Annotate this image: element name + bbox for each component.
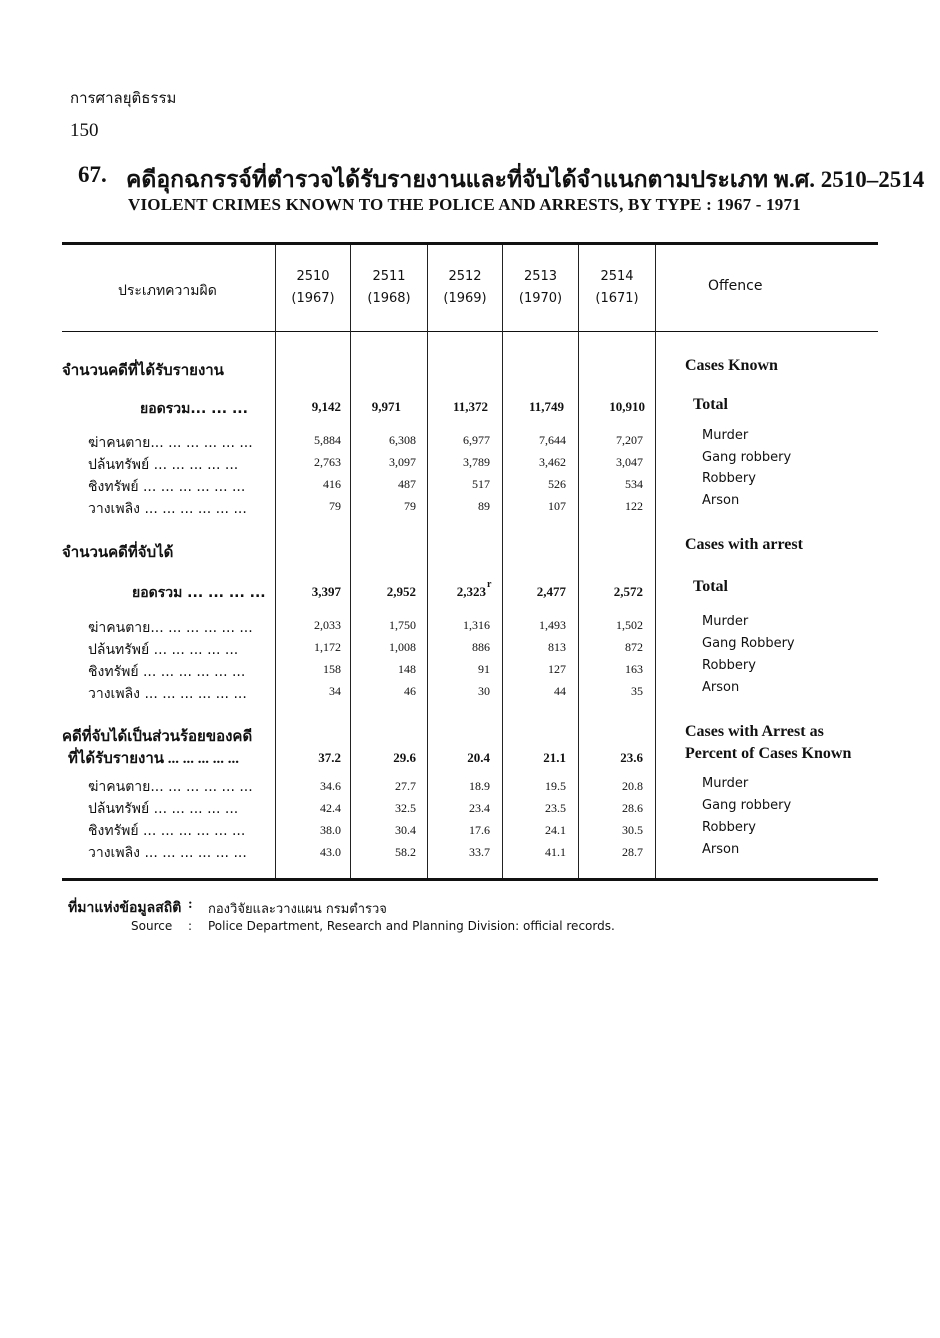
table-cell: 7,644 <box>539 433 566 447</box>
table-top-rule <box>62 242 878 245</box>
row-label-english: Gang Robbery <box>702 636 795 651</box>
table-bottom-rule <box>62 878 878 881</box>
table-cell: 2,572 <box>613 584 643 599</box>
table-cell: 6,308 <box>389 433 416 447</box>
row-label-thai: ฆ่าคนตาย... ... ... ... ... ... <box>88 435 253 451</box>
table-cell: 20.4 <box>467 750 490 765</box>
table-cell: 1,172 <box>314 640 341 654</box>
table-cell: 44 <box>554 684 566 698</box>
table-cell: 19.5 <box>545 779 566 793</box>
table-cell: 3,097 <box>389 455 416 469</box>
table-cell: 3,789 <box>463 455 490 469</box>
year-header: 2511 (1968) <box>367 269 411 306</box>
row-label-thai: วางเพลิง ... ... ... ... ... ... <box>88 501 247 517</box>
year-header: 2513 (1970) <box>518 269 563 306</box>
table-cell: 107 <box>548 499 566 513</box>
running-header: การศาลยุติธรรม <box>70 89 177 107</box>
table-cell: 38.0 <box>320 823 341 837</box>
table-cell: 43.0 <box>320 845 341 859</box>
row-label-thai: ชิงทรัพย์ ... ... ... ... ... ... <box>88 664 246 680</box>
table-cell: 11,372 <box>452 399 488 414</box>
table-cell: 2,323 <box>456 584 486 599</box>
page-number: 150 <box>70 120 99 141</box>
table-cell: 24.1 <box>545 823 566 837</box>
title-english: VIOLENT CRIMES KNOWN TO THE POLICE AND ARRESTS, BY TYPE : 1967 - 1971 <box>128 195 801 214</box>
row-label-thai: ชิงทรัพย์ ... ... ... ... ... ... <box>88 479 246 495</box>
table-cell: 37.2 <box>318 750 341 765</box>
table-cell: 91 <box>478 662 490 676</box>
row-label-thai: วางเพลิง ... ... ... ... ... ... <box>88 845 247 861</box>
table-cell: 3,047 <box>616 455 643 469</box>
column-divider <box>655 245 656 878</box>
table-cell: 526 <box>548 477 566 491</box>
total-label-english: Total <box>693 396 728 413</box>
table-cell: 23.6 <box>620 750 643 765</box>
table-cell: 79 <box>404 499 416 513</box>
section-known-english: Cases Known <box>685 357 778 374</box>
row-label-english: Robbery <box>702 820 756 835</box>
table-cell: 20.8 <box>622 779 643 793</box>
table-cell: 89 <box>478 499 490 513</box>
row-label-thai: ชิงทรัพย์ ... ... ... ... ... ... <box>88 823 246 839</box>
total-label-thai: ยอดรวม ... ... ... ... <box>132 585 266 601</box>
revision-mark: r <box>487 579 492 590</box>
table-cell: 23.5 <box>545 801 566 815</box>
row-label-english: Arson <box>702 842 740 857</box>
row-label-thai: ปล้นทรัพย์ ... ... ... ... ... <box>88 642 239 658</box>
table-cell: 127 <box>548 662 566 676</box>
table-cell: 9,971 <box>371 399 401 414</box>
header-bottom-rule <box>62 331 878 332</box>
source-text-thai: กองวิจัยและวางแผน กรมตำรวจ <box>208 902 387 917</box>
table-cell: 46 <box>404 684 416 698</box>
table-number: 67. <box>78 162 107 187</box>
row-label-thai: ปล้นทรัพย์ ... ... ... ... ... <box>88 801 239 817</box>
row-label-english: Robbery <box>702 658 756 673</box>
table-cell: 58.2 <box>395 845 416 859</box>
section-percent-english-line1: Cases with Arrest as <box>685 723 824 740</box>
row-label-thai: ฆ่าคนตาย... ... ... ... ... ... <box>88 779 253 795</box>
column-divider <box>275 245 276 878</box>
section-arrest-english: Cases with arrest <box>685 536 803 553</box>
source-separator-thai: : <box>188 897 193 912</box>
table-cell: 10,910 <box>609 399 645 414</box>
table-cell: 163 <box>625 662 643 676</box>
section-percent-english-line2: Percent of Cases Known <box>685 745 852 762</box>
table-cell: 416 <box>323 477 341 491</box>
table-cell: 30.4 <box>395 823 416 837</box>
source-label-english: Source <box>131 919 173 933</box>
row-label-english: Murder <box>702 776 749 791</box>
header-offence-thai: ประเภทความผิด <box>118 283 217 299</box>
table-cell: 23.4 <box>469 801 490 815</box>
table-cell: 1,008 <box>389 640 416 654</box>
table-cell: 158 <box>323 662 341 676</box>
row-label-english: Robbery <box>702 471 756 486</box>
table-cell: 33.7 <box>469 845 490 859</box>
table-cell: 3,462 <box>539 455 566 469</box>
table-cell: 886 <box>472 640 490 654</box>
table-cell: 2,477 <box>536 584 566 599</box>
section-percent-thai-line1: คดีที่จับได้เป็นส่วนร้อยของคดี <box>62 729 253 745</box>
year-header: 2510 (1967) <box>291 269 335 306</box>
table-cell: 1,750 <box>389 618 416 632</box>
source-label-thai: ที่มาแห่งข้อมูลสถิติ <box>68 901 182 916</box>
table-cell: 28.7 <box>622 845 643 859</box>
table-cell: 2,033 <box>314 618 341 632</box>
table-cell: 2,763 <box>314 455 341 469</box>
table-cell: 11,749 <box>528 399 564 414</box>
table-cell: 1,502 <box>616 618 643 632</box>
table-cell: 517 <box>472 477 490 491</box>
table-cell: 872 <box>625 640 643 654</box>
source-text-english: Police Department, Research and Planning Division: official records. <box>208 919 615 933</box>
source-separator-english: : <box>188 919 193 933</box>
row-label-thai: วางเพลิง ... ... ... ... ... ... <box>88 686 247 702</box>
table-cell: 1,316 <box>463 618 490 632</box>
title-thai: คดีอุกฉกรรจ์ที่ตำรวจได้รับรายงานและที่จับได้จำแนกตามประเภท พ.ศ. 2510–2514 <box>126 167 925 192</box>
column-divider <box>578 245 579 878</box>
table-cell: 18.9 <box>469 779 490 793</box>
table-cell: 35 <box>631 684 643 698</box>
year-header: 2512 (1969) <box>443 269 487 306</box>
table-cell: 9,142 <box>311 399 341 414</box>
table-cell: 487 <box>398 477 416 491</box>
table-cell: 79 <box>329 499 341 513</box>
section-known-thai: จำนวนคดีที่ได้รับรายงาน <box>62 363 224 379</box>
table-cell: 17.6 <box>469 823 490 837</box>
section-percent-thai-line2: ที่ได้รับรายงาน ... ... ... ... ... <box>68 751 240 767</box>
table-cell: 534 <box>625 477 643 491</box>
table-cell: 3,397 <box>311 584 341 599</box>
table-cell: 5,884 <box>314 433 341 447</box>
year-header: 2514 (1671) <box>595 269 639 306</box>
section-arrest-thai: จำนวนคดีที่จับได้ <box>62 545 174 561</box>
table-cell: 29.6 <box>393 750 416 765</box>
table-cell: 6,977 <box>463 433 490 447</box>
table-cell: 28.6 <box>622 801 643 815</box>
row-label-english: Murder <box>702 428 749 443</box>
row-label-english: Arson <box>702 680 740 695</box>
total-label-english: Total <box>693 578 728 595</box>
table-cell: 41.1 <box>545 845 566 859</box>
column-divider <box>427 245 428 878</box>
table-cell: 30.5 <box>622 823 643 837</box>
table-cell: 34.6 <box>320 779 341 793</box>
table-cell: 32.5 <box>395 801 416 815</box>
table-cell: 148 <box>398 662 416 676</box>
table-cell: 1,493 <box>539 618 566 632</box>
header-offence-english: Offence <box>708 278 763 294</box>
table-cell: 7,207 <box>616 433 643 447</box>
total-label-thai: ยอดรวม... ... ... <box>140 401 248 417</box>
table-cell: 2,952 <box>386 584 416 599</box>
row-label-english: Gang robbery <box>702 450 792 465</box>
row-label-english: Arson <box>702 493 740 508</box>
table-cell: 42.4 <box>320 801 341 815</box>
table-cell: 21.1 <box>543 750 566 765</box>
row-label-thai: ฆ่าคนตาย... ... ... ... ... ... <box>88 620 253 636</box>
row-label-thai: ปล้นทรัพย์ ... ... ... ... ... <box>88 457 239 473</box>
row-label-english: Murder <box>702 614 749 629</box>
table-cell: 813 <box>548 640 566 654</box>
table-cell: 30 <box>478 684 490 698</box>
row-label-english: Gang robbery <box>702 798 792 813</box>
table-cell: 122 <box>625 499 643 513</box>
table-cell: 34 <box>329 684 341 698</box>
column-divider <box>502 245 503 878</box>
column-divider <box>350 245 351 878</box>
table-cell: 27.7 <box>395 779 416 793</box>
